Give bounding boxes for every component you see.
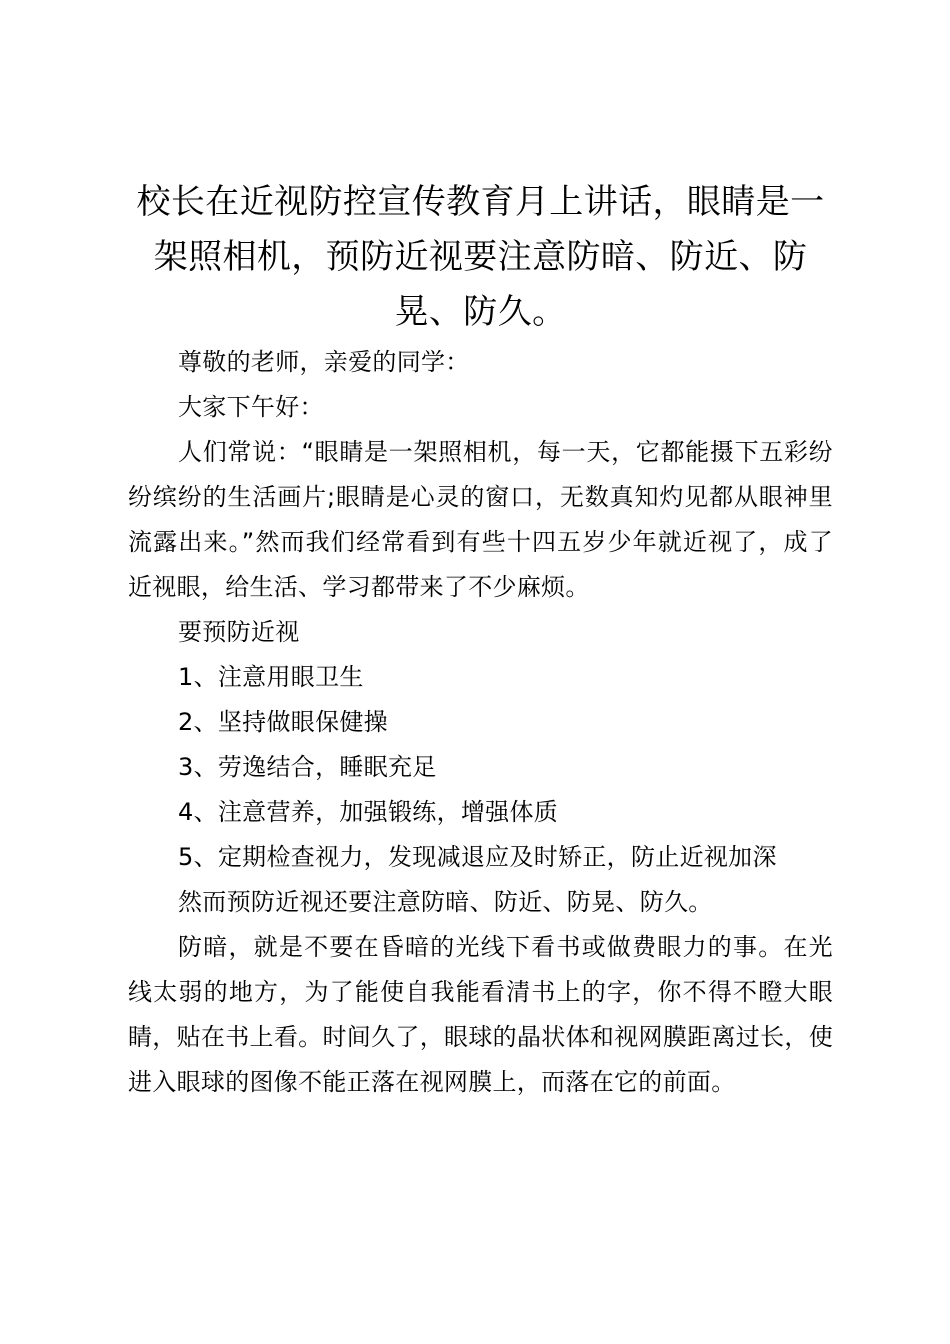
greeting: 大家下午好： — [178, 393, 324, 421]
prevention-item: 3、劳逸结合，睡眠充足 — [178, 753, 437, 781]
paragraph-intro: 人们常说：“眼睛是一架照相机，每一天，它都能摄下五彩纷纷缤纷的生活画片;眼睛是心灵的窗口，无数真知灼见都从眼神里流露出来。”然而我们经常看到有些十四五岁少年就近视了，成了近视眼，给生活、学习都带来了不少麻烦。 — [128, 438, 833, 601]
document-body — [128, 175, 833, 1105]
paragraph-dark: 防暗，就是不要在昏暗的光线下看书或做费眼力的事。在光线太弱的地方，为了能使自我能看清书上的字，你不得不瞪大眼睛，贴在书上看。时间久了，眼球的晶状体和视网膜距离过长，使进入眼球的图像不能正落在视网膜上，而落在它的前面。 — [128, 933, 833, 1096]
prevention-item: 4、注意营养，加强锻练，增强体质 — [178, 798, 559, 826]
salutation: 尊敬的老师，亲爱的同学： — [178, 348, 470, 376]
document-title: 校长在近视防控宣传教育月上讲话，眼睛是一架照相机，预防近视要注意防暗、防近、防晃、防久。 — [136, 182, 825, 332]
summary-line: 然而预防近视还要注意防暗、防近、防晃、防久。 — [178, 888, 713, 916]
prevention-item: 1、注意用眼卫生 — [178, 663, 364, 691]
prevention-heading: 要预防近视 — [178, 618, 300, 646]
prevention-item: 2、坚持做眼保健操 — [178, 708, 388, 736]
prevention-item: 5、定期检查视力，发现减退应及时矫正，防止近视加深 — [178, 843, 777, 871]
